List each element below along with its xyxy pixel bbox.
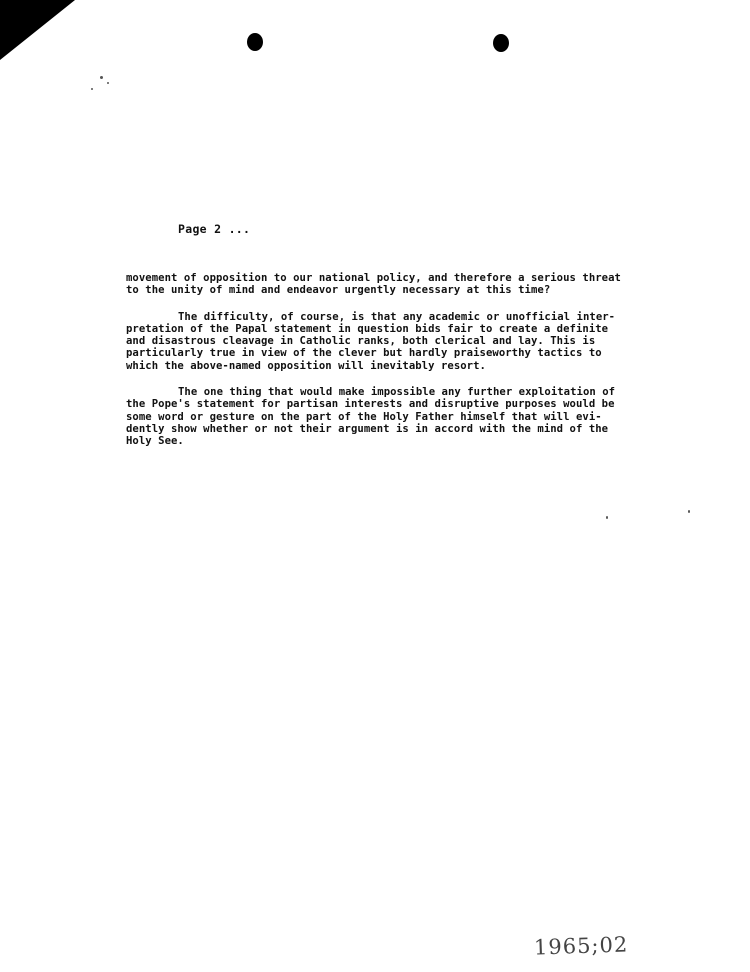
text-line: The difficulty, of course, is that any academic or unofficial inter- (178, 310, 616, 323)
text-line: dently show whether or not their argument is in accord with the mind of the (126, 422, 609, 435)
scan-speck (91, 88, 93, 90)
text-line: Holy See. (126, 435, 184, 448)
punch-hole-left (247, 33, 263, 51)
text-line: particularly true in view of the clever but hardly praiseworthy tactics to (126, 347, 602, 360)
text-line: and disastrous cleavage in Catholic ranks, both clerical and lay. This is (126, 335, 596, 348)
folded-corner (0, 0, 75, 60)
paragraph-3 (126, 386, 686, 447)
scan-speck (606, 516, 608, 519)
handwritten-file-number: 1965;02 (533, 932, 629, 960)
paragraph-1 (126, 272, 686, 297)
text-line: pretation of the Papal statement in question bids fair to create a definite (126, 322, 609, 335)
text-line: The one thing that would make impossible any further exploitation of (178, 386, 616, 399)
page-number-header: Page 2 ... (178, 222, 251, 236)
paragraph-2 (126, 311, 686, 372)
scan-speck (107, 82, 109, 84)
scan-speck (100, 76, 103, 79)
text-line: some word or gesture on the part of the Holy Father himself that will evi- (126, 410, 602, 423)
text-line: which the above-named opposition will inevitably resort. (126, 359, 486, 372)
punch-hole-right (493, 34, 509, 52)
scan-speck (688, 510, 690, 513)
text-line: movement of opposition to our national policy, and therefore a serious threat (126, 272, 621, 284)
text-line: the Pope's statement for partisan interests and disruptive purposes would be (126, 398, 615, 411)
letter-body (126, 272, 686, 462)
text-line: to the unity of mind and endeavor urgently necessary at this time? (126, 284, 551, 297)
